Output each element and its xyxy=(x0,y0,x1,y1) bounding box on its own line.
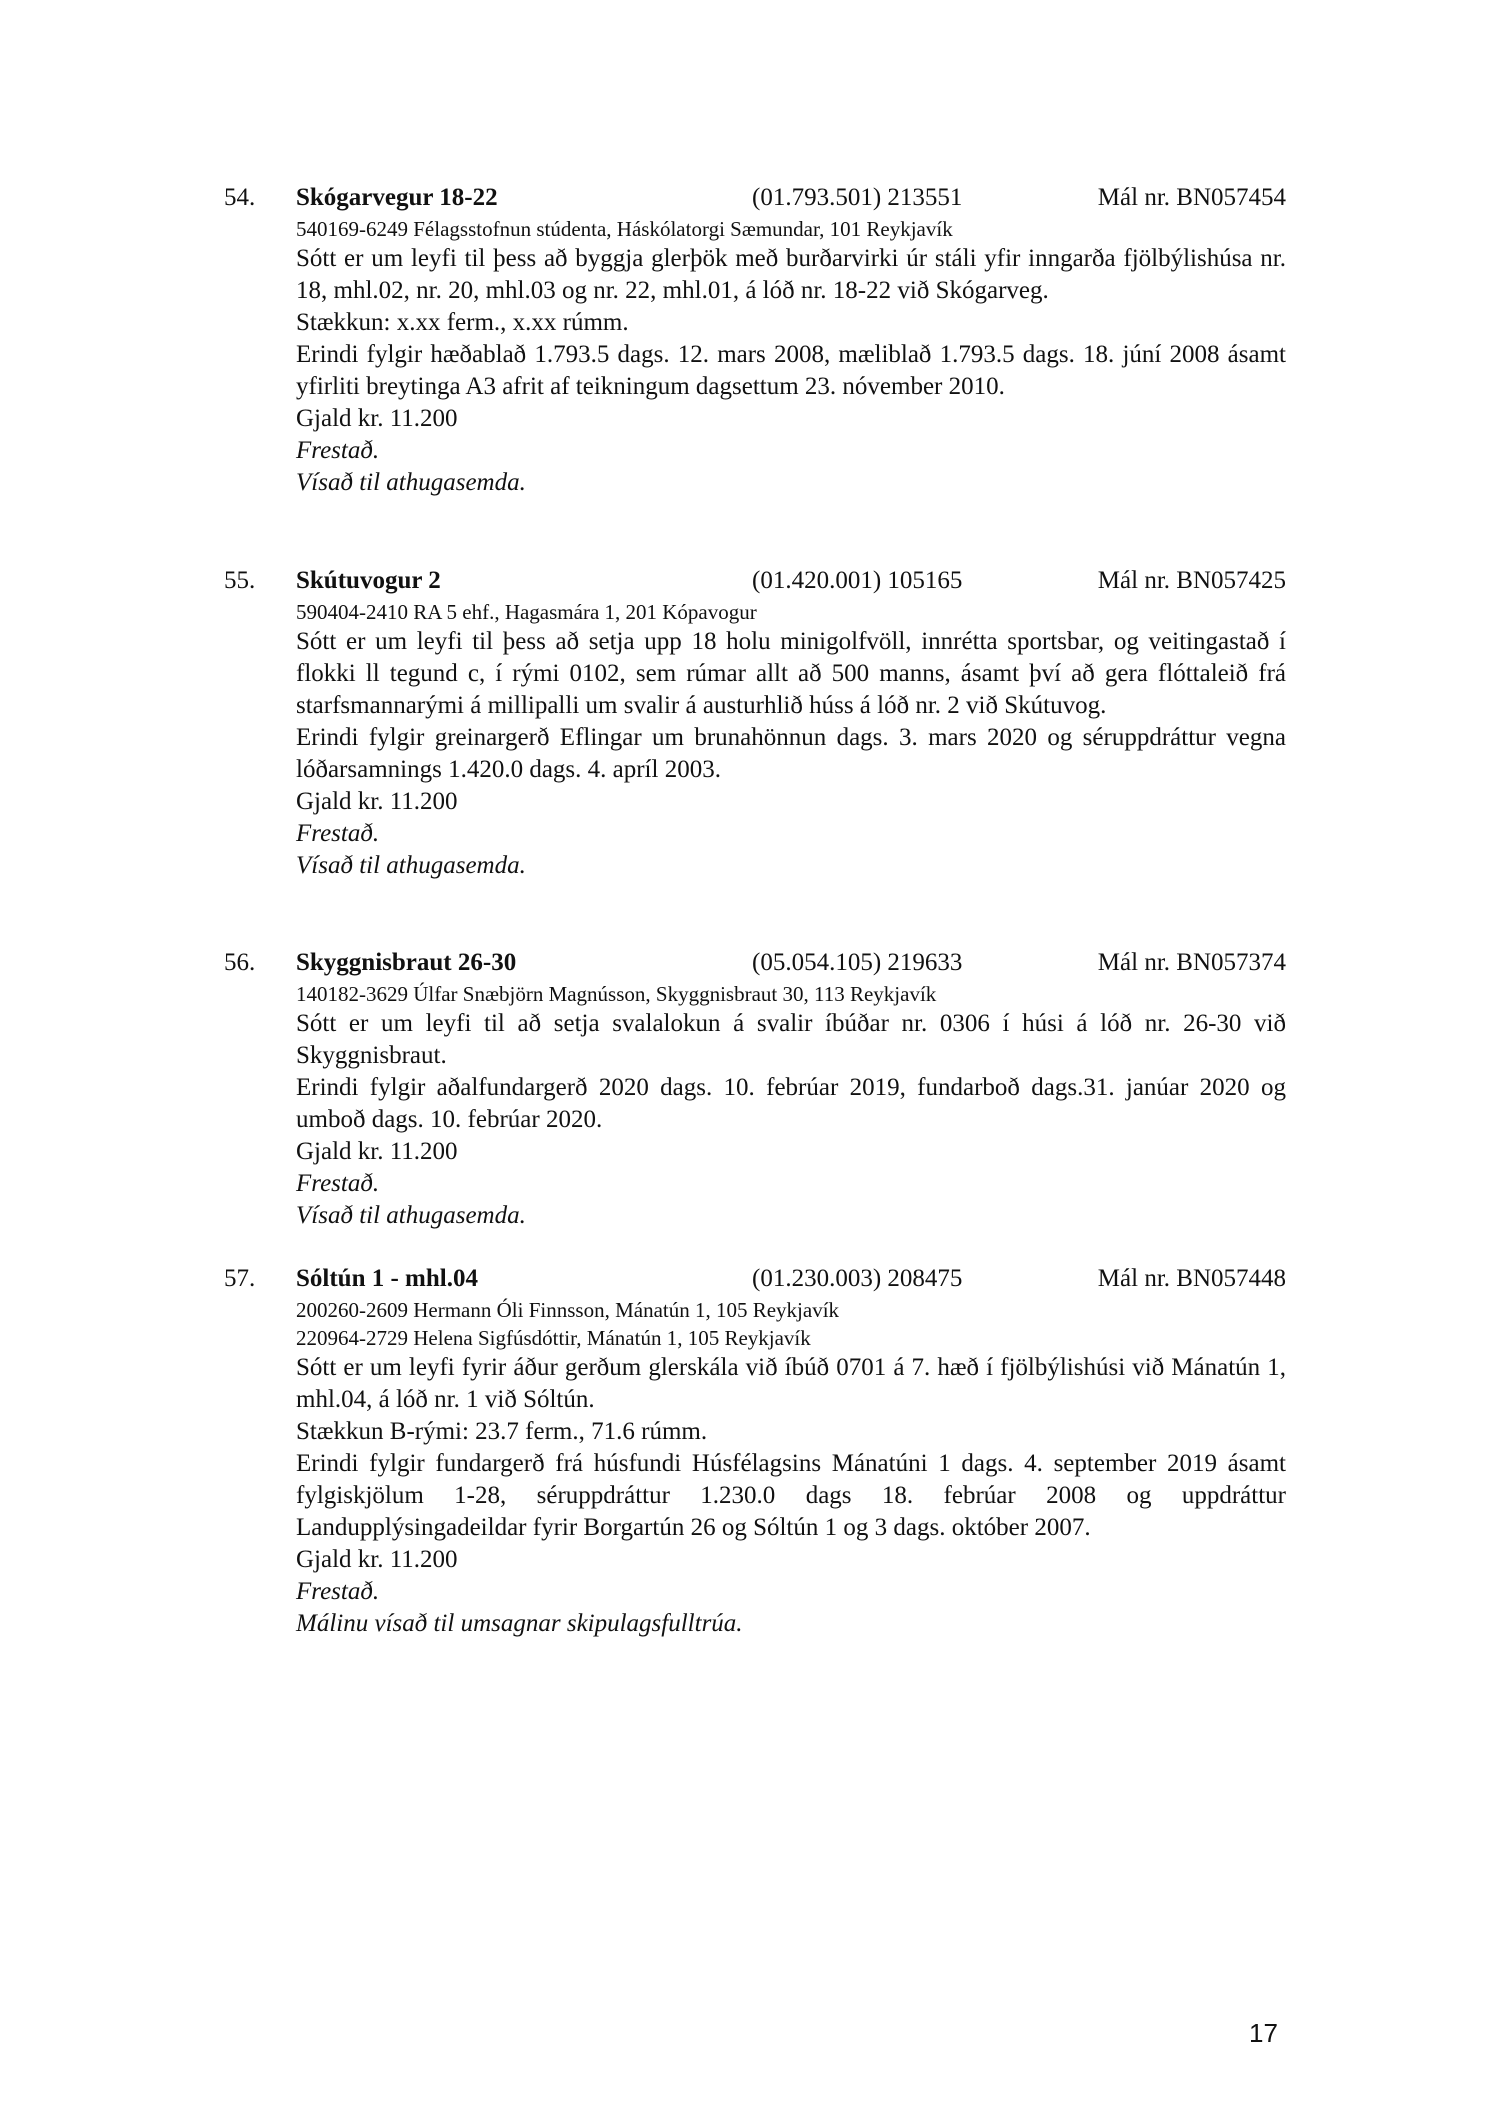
entry-header xyxy=(224,181,1286,215)
entry-decision: Frestað. xyxy=(296,437,380,464)
entry-number: 57. xyxy=(224,1265,256,1292)
entry-header xyxy=(224,564,1286,598)
entry-body xyxy=(296,1296,1286,1640)
entry-fee: Gjald kr. 11.200 xyxy=(296,405,458,432)
entry-title: Skyggnisbraut 26-30 xyxy=(296,949,517,976)
entry-decision: Málinu vísað til umsagnar skipulagsfulltrúa. xyxy=(296,1610,743,1637)
entry-reference: (01.420.001) 105165 xyxy=(752,567,963,594)
entry-enlargement: Stækkun: x.xx ferm., x.xx rúmm. xyxy=(296,309,629,336)
entry-case-number: Mál nr. BN057448 xyxy=(1097,1265,1286,1292)
entry-description: Sótt er um leyfi til þess að setja upp 18 holu minigolfvöll, innrétta sportsbar, og veitingastað í flokki ll tegund c, í rými 0102, sem rúmar allt að 500 manns, ásamt því að gera flóttaleið frá starfsmannarými á millipalli um svalir á austurhlið húss á lóð nr. 2 við Skútuvog. xyxy=(296,628,1286,719)
entry-applicant: 140182-3629 Úlfar Snæbjörn Magnússon, Skyggnisbraut 30, 113 Reykjavík xyxy=(296,982,937,1006)
case-entry xyxy=(224,181,1286,499)
case-entry xyxy=(224,564,1286,882)
entry-title: Skógarvegur 18-22 xyxy=(296,184,498,211)
entry-reference: (01.793.501) 213551 xyxy=(752,184,963,211)
entry-fee: Gjald kr. 11.200 xyxy=(296,1546,458,1573)
entry-applicant: 540169-6249 Félagsstofnun stúdenta, Háskólatorgi Sæmundar, 101 Reykjavík xyxy=(296,217,953,241)
entry-applicant: 590404-2410 RA 5 ehf., Hagasmára 1, 201 Kópavogur xyxy=(296,600,757,624)
entry-case-number: Mál nr. BN057374 xyxy=(1097,949,1286,976)
entry-number: 55. xyxy=(224,567,256,594)
entry-decision: Frestað. xyxy=(296,1578,380,1605)
page-number: 17 xyxy=(1249,2018,1278,2048)
entry-title: Skútuvogur 2 xyxy=(296,567,441,594)
entry-body xyxy=(296,215,1286,499)
entry-description: Sótt er um leyfi til að setja svalalokun á svalir íbúðar nr. 0306 í húsi á lóð nr. 26-30 við Skyggnisbraut. xyxy=(296,1010,1286,1069)
entry-attachments: Erindi fylgir greinargerð Eflingar um brunahönnun dags. 3. mars 2020 og séruppdráttur vegna lóðarsamnings 1.420.0 dags. 4. apríl 2003. xyxy=(296,724,1286,783)
entry-reference: (05.054.105) 219633 xyxy=(752,949,963,976)
entry-body xyxy=(296,980,1286,1232)
entry-header xyxy=(224,946,1286,980)
entry-case-number: Mál nr. BN057425 xyxy=(1097,567,1286,594)
entry-attachments: Erindi fylgir aðalfundargerð 2020 dags. 10. febrúar 2019, fundarboð dags.31. janúar 2020 og umboð dags. 10. febrúar 2020. xyxy=(296,1074,1286,1133)
entry-enlargement: Stækkun B-rými: 23.7 ferm., 71.6 rúmm. xyxy=(296,1418,708,1445)
case-entry xyxy=(224,946,1286,1232)
entry-decision: Vísað til athugasemda. xyxy=(296,1202,526,1229)
entry-description: Sótt er um leyfi til þess að byggja glerþök með burðarvirki úr stáli yfir inngarða fjölbýlishúsa nr. 18, mhl.02, nr. 20, mhl.03 og nr. 22, mhl.01, á lóð nr. 18-22 við Skógarveg. xyxy=(296,245,1286,304)
entry-reference: (01.230.003) 208475 xyxy=(752,1265,963,1292)
entry-number: 56. xyxy=(224,949,256,976)
entry-fee: Gjald kr. 11.200 xyxy=(296,1138,458,1165)
entry-number: 54. xyxy=(224,184,256,211)
entry-applicant: 220964-2729 Helena Sigfúsdóttir, Mánatún 1, 105 Reykjavík xyxy=(296,1326,811,1350)
entry-case-number: Mál nr. BN057454 xyxy=(1097,184,1286,211)
entry-description: Sótt er um leyfi fyrir áður gerðum glerskála við íbúð 0701 á 7. hæð í fjölbýlishúsi við Mánatún 1, mhl.04, á lóð nr. 1 við Sóltún. xyxy=(296,1354,1286,1413)
case-entry xyxy=(224,1262,1286,1640)
entry-decision: Frestað. xyxy=(296,820,380,847)
entry-applicant: 200260-2609 Hermann Óli Finnsson, Mánatún 1, 105 Reykjavík xyxy=(296,1298,840,1322)
entry-decision: Vísað til athugasemda. xyxy=(296,852,526,879)
entry-fee: Gjald kr. 11.200 xyxy=(296,788,458,815)
entry-attachments: Erindi fylgir fundargerð frá húsfundi Húsfélagsins Mánatúni 1 dags. 4. september 2019 ásamt fylgiskjölum 1-28, séruppdráttur 1.230.0 dags 18. febrúar 2008 og uppdráttur Landupplýsingadeildar fyrir Borgartún 26 og Sóltún 1 og 3 dags. október 2007. xyxy=(296,1450,1286,1541)
entry-title: Sóltún 1 - mhl.04 xyxy=(296,1265,478,1292)
entry-body xyxy=(296,598,1286,882)
entry-decision: Frestað. xyxy=(296,1170,380,1197)
entry-decision: Vísað til athugasemda. xyxy=(296,469,526,496)
entry-attachments: Erindi fylgir hæðablað 1.793.5 dags. 12. mars 2008, mæliblað 1.793.5 dags. 18. júní 2008 ásamt yfirliti breytinga A3 afrit af teikningum dagsettum 23. nóvember 2010. xyxy=(296,341,1286,400)
entry-header xyxy=(224,1262,1286,1296)
